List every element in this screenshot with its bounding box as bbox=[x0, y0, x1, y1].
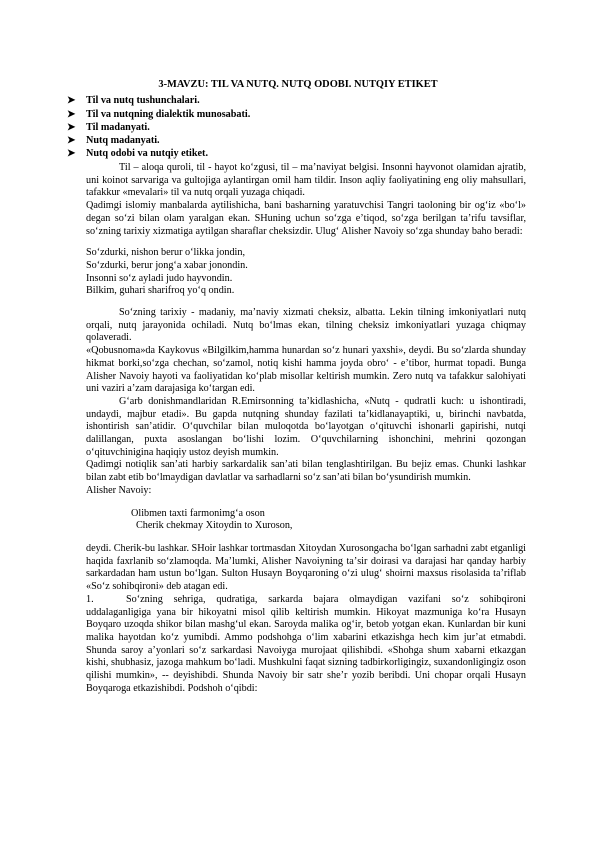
outline-item bbox=[67, 148, 250, 161]
paragraph: deydi. Cherik-bu lashkar. SHoir lashkar tortmasdan Xitoydan Xurosongacha boʻlgan sarhadni zabt etganligi haqida faxrlanib soʻzlamoqda. Maʼlumki, Alisher Navoiyning taʼsir doirasi va darajasi har qanday harbiy sarkardadan ham ustun boʻlgan. Sulton Husayn Boyqaroning oʻzi ulugʻ shoirni maxsus risolasida taʼriflab «Soʻz sohibqironi» deb atagan edi. bbox=[86, 542, 526, 593]
arrow-bullet-icon: ➤ bbox=[67, 95, 76, 107]
poem-line: Soʻzdurki, berur jongʻa xabar jonondin. bbox=[86, 259, 248, 271]
outline-item bbox=[67, 95, 250, 108]
poem-line: Soʻzdurki, nishon berur oʻlikka jondin, bbox=[86, 247, 246, 259]
paragraph: Gʻarb donishmandlaridan R.Emirsonning taʼkidlashicha, «Nutq - qudratli kuch: u ishontiradi, undaydi, majbur etadi». Bu gapda nutqning shunday fazilati taʼkidlanayaptiki, u, birinchi navbatda, ishontirish sanʼatidir. Oʻquvchilar bilan muloqotda boʻlayotgan oʻqituvchi ishonarli gapirishi, nutqi dalillangan, puxta asoslangan boʻlishi lozim. Oʻquvchilarning ishonchini, mehrini qozongan oʻqituvchinigina haqiqiy ustoz deyish mumkin. bbox=[86, 395, 526, 458]
arrow-bullet-icon: ➤ bbox=[67, 135, 76, 147]
outline-item-text: Til va nutq tushunchalari. bbox=[86, 95, 200, 107]
page-title: 3-MAVZU: TIL VA NUTQ. NUTQ ODOBI. NUTQIY ETIKET bbox=[158, 79, 438, 90]
arrow-bullet-icon: ➤ bbox=[67, 108, 76, 120]
numbered-paragraph bbox=[86, 594, 526, 696]
poem-line: Cherik chekmay Xitoydin to Xuroson, bbox=[136, 520, 293, 532]
arrow-bullet-icon: ➤ bbox=[67, 148, 76, 160]
body-text bbox=[86, 162, 526, 695]
paragraph-number: 1. bbox=[86, 593, 94, 605]
poem-line: Olibmen taxti farmonimgʻa oson bbox=[131, 507, 265, 519]
paragraph: Til – aloqa quroli, til - hayot koʻzgusi, til – maʼnaviyat belgisi. Insonni hayvonot olamidan ajratib, uni koinot sarvariga va gultojiga aylantirgan omil ham tildir. Inson aqliy faoliyatining eng oliy mahsullari, tafakkur «mevalari» til va nutq orqali yuzaga chiqadi. bbox=[86, 162, 526, 199]
paragraph: Alisher Navoiy: bbox=[86, 484, 152, 496]
outline-item bbox=[67, 108, 250, 121]
outline-item-text: Til va nutqning dialektik munosabati. bbox=[86, 108, 251, 120]
outline-item-text: Nutq madanyati. bbox=[86, 135, 160, 147]
arrow-bullet-icon: ➤ bbox=[67, 121, 76, 133]
outline-item-text: Til madanyati. bbox=[86, 121, 150, 133]
paragraph-text: Soʻzning sehriga, qudratiga, sarkarda bajara olmaydigan vazifani soʻz sohibqironi uddalaganligiga yana bir hikoyatni misol qilib keltirish mumkin. Hikoyat mazmuniga koʻra Husayn Boyqaro uzoqda shikor bilan mashgʻul ekan. Saroyda malika ogʻir, betob yotgan ekan. Kunlardan bir kuni malika hayotdan koʻz yumibdi. Ammo podshohga oʻlim xabarini etkazishga hech kim jurʼat etmabdi. Shunda saroy aʼyonlari soʻz sarkardasi Navoiyga murojaat qilishibdi. «Shohga shum xabarni etkazgan kishi, shubhasiz, jazoga mahkum boʻladi. Mushkulni faqat sizning tadbirkorligingiz, suxandonligingiz oson qilishi mumkin», -- deyishibdi. Shunda Navoiy bir satr sheʼr yozib beribdi. Uni chopar orqali Husayn Boyqaroga etkazishibdi. Podshoh oʻqibdi: bbox=[86, 593, 526, 694]
outline-item-text: Nutq odobi va nutqiy etiket. bbox=[86, 148, 208, 160]
poem-line: Insonni soʻz ayladi judo hayvondin. bbox=[86, 272, 233, 284]
outline-item bbox=[67, 122, 250, 135]
paragraph: «Qobusnoma»da Kaykovus «Bilgilkim,hamma hunardan soʻz hunari yaxshi», deydi. Bu soʻzlarda shunday hikmat borki,soʻzga chechan, soʻzamol, notiq kishi hamma joyda obroʻ - eʼtibor, hurmat topadi. Bunga Alisher Navoiy hayoti va faoliyatidan koʻplab misollar keltirish mumkin. Zero nutq va tafakkur salohiyati uni vaziri aʼzam darajasiga koʻtargan edi. bbox=[86, 345, 526, 395]
paragraph: Soʻzning tarixiy - madaniy, maʼnaviy xizmati cheksiz, albatta. Lekin tilning imkoniyatlari nutq orqali, nutq jarayonida ochiladi. Nutq boʻlmas ekan, tilning cheksiz imkoniyatlari yuzaga chiqmay qolaveradi. bbox=[86, 307, 526, 344]
poem-line: Bilkim, guhari sharifroq yoʻq ondin. bbox=[86, 285, 235, 297]
outline-item bbox=[67, 135, 250, 148]
paragraph: Qadimgi notiqlik sanʼati harbiy sarkardalik sanʼati bilan tenglashtirilgan. Bu bejiz emas. Chunki lashkar bilan zabt etib boʻlmaydigan davlatlar va sarhadlarni soʻz sanʼati bilan boʻysundirish mumkin. bbox=[86, 459, 526, 484]
topic-outline bbox=[67, 95, 250, 161]
paragraph: Qadimgi islomiy manbalarda aytilishicha, bani basharning yaratuvchisi Tangri taoloning bir ogʻiz «boʻl» degan soʻzi bilan olam yaralgan ekan. SHuning uchun soʻzga eʼtiqod, soʻzga berilgan taʼrifu tavsiflar, soʻzning tarixiy xizmatiga aytilgan sharaflar cheksizdir. Ulugʻ Alisher Navoiy soʻzga shunday baho beradi: bbox=[86, 200, 526, 237]
